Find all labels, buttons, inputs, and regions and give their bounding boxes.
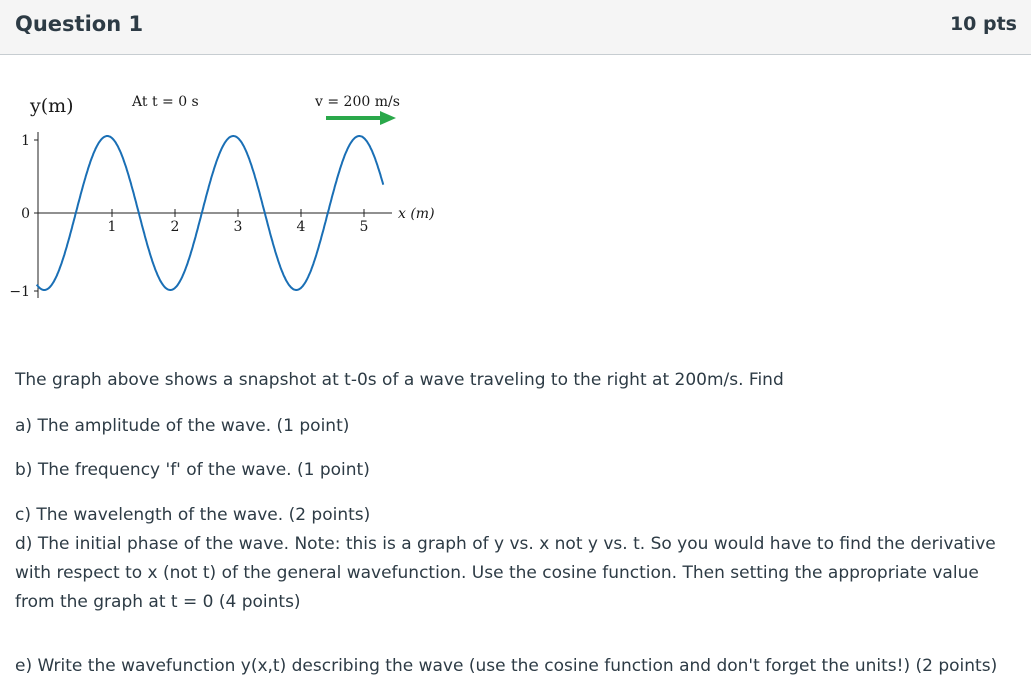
y-tick-1: 1 (21, 133, 30, 149)
y-tick-neg1: −1 (9, 284, 30, 300)
x-tick-3: 3 (233, 219, 243, 235)
part-d-line-2: with respect to x (not t) of the general wavefunction. Use the cosine function. Then setting the appropriate value (15, 563, 979, 583)
wave-figure (0, 60, 480, 310)
y-tick-0: 0 (21, 206, 30, 222)
question-header (0, 0, 1031, 55)
x-tick-4: 4 (296, 219, 306, 235)
wave-graph (0, 60, 480, 310)
question-title: Question 1 (15, 12, 144, 36)
y-axis-label: y(m) (30, 95, 74, 117)
part-e: e) Write the wavefunction y(x,t) describing the wave (use the cosine function and don't forget the units!) (2 points) (15, 656, 998, 676)
x-axis-label: x (m) (398, 206, 435, 222)
time-label: At t = 0 s (132, 94, 199, 110)
part-c: c) The wavelength of the wave. (2 points) (15, 505, 371, 525)
part-b: b) The frequency 'f' of the wave. (1 point) (15, 460, 370, 480)
question-intro: The graph above shows a snapshot at t-0s of a wave traveling to the right at 200m/s. Find (15, 370, 784, 390)
x-tick-5: 5 (359, 219, 369, 235)
part-d-line-1: d) The initial phase of the wave. Note: this is a graph of y vs. x not y vs. t. So you would have to find the derivative (15, 534, 996, 554)
part-d (15, 530, 1015, 617)
x-tick-2: 2 (170, 219, 180, 235)
velocity-arrowhead (380, 111, 396, 125)
part-d-line-3: from the graph at t = 0 (4 points) (15, 592, 301, 612)
part-a: a) The amplitude of the wave. (1 point) (15, 416, 350, 436)
velocity-label: v = 200 m/s (315, 94, 400, 110)
x-tick-1: 1 (107, 219, 117, 235)
question-points: 10 pts (949, 13, 1017, 35)
